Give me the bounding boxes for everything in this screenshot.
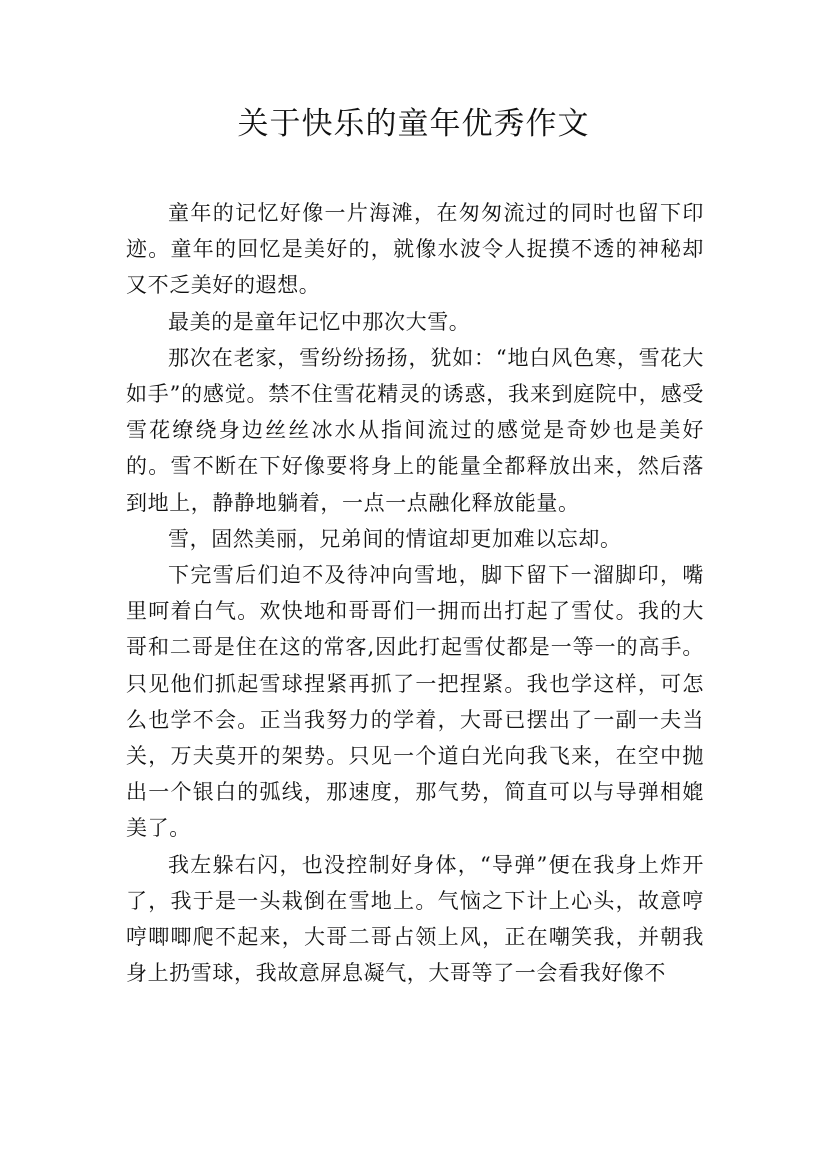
paragraph-4: 雪，固然美丽，兄弟间的情谊却更加难以忘却。 [168,526,622,551]
essay-body [126,195,704,991]
paragraph-6: 我左躲右闪，也没控制好身体，“导弹”便在我身上炸开了，我于是一头栽倒在雪地上。气恼之下计上心头，故意哼哼唧唧爬不起来，大哥二哥占领上风，正在嘲笑我，并朝我身上扔雪球，我故意屏息凝气，大哥等了一会看我好像不 [126,852,704,986]
paragraph-3: 那次在老家，雪纷纷扬扬，犹如：“地白风色寒，雪花大如手”的感觉。禁不住雪花精灵的诱惑，我来到庭院中，感受雪花缭绕身边丝丝冰水从指间流过的感觉是奇妙也是美好的。雪不断在下好像要将身上的能量全都释放出来，然后落到地上，静静地躺着，一点一点融化释放能量。 [126,345,704,515]
paragraph-1: 童年的记忆好像一片海滩，在匆匆流过的同时也留下印迹。童年的回忆是美好的，就像水波令人捉摸不透的神秘却又不乏美好的遐想。 [126,201,704,298]
paragraph-5: 下完雪后们迫不及待冲向雪地，脚下留下一溜脚印，嘴里呵着白气。欢快地和哥哥们一拥而出打起了雪仗。我的大哥和二哥是住在这的常客,因此打起雪仗都是一等一的高手。只见他们抓起雪球捏紧再抓了一把捏紧。我也学这样，可怎么也学不会。正当我努力的学着，大哥已摆出了一副一夫当关，万夫莫开的架势。只见一个道白光向我飞来，在空中抛出一个银白的弧线，那速度，那气势，简直可以与导弹相媲美了。 [126,563,704,841]
document-title: 关于快乐的童年优秀作文 [237,106,590,142]
paragraph-2: 最美的是童年记忆中那次大雪。 [168,309,471,334]
